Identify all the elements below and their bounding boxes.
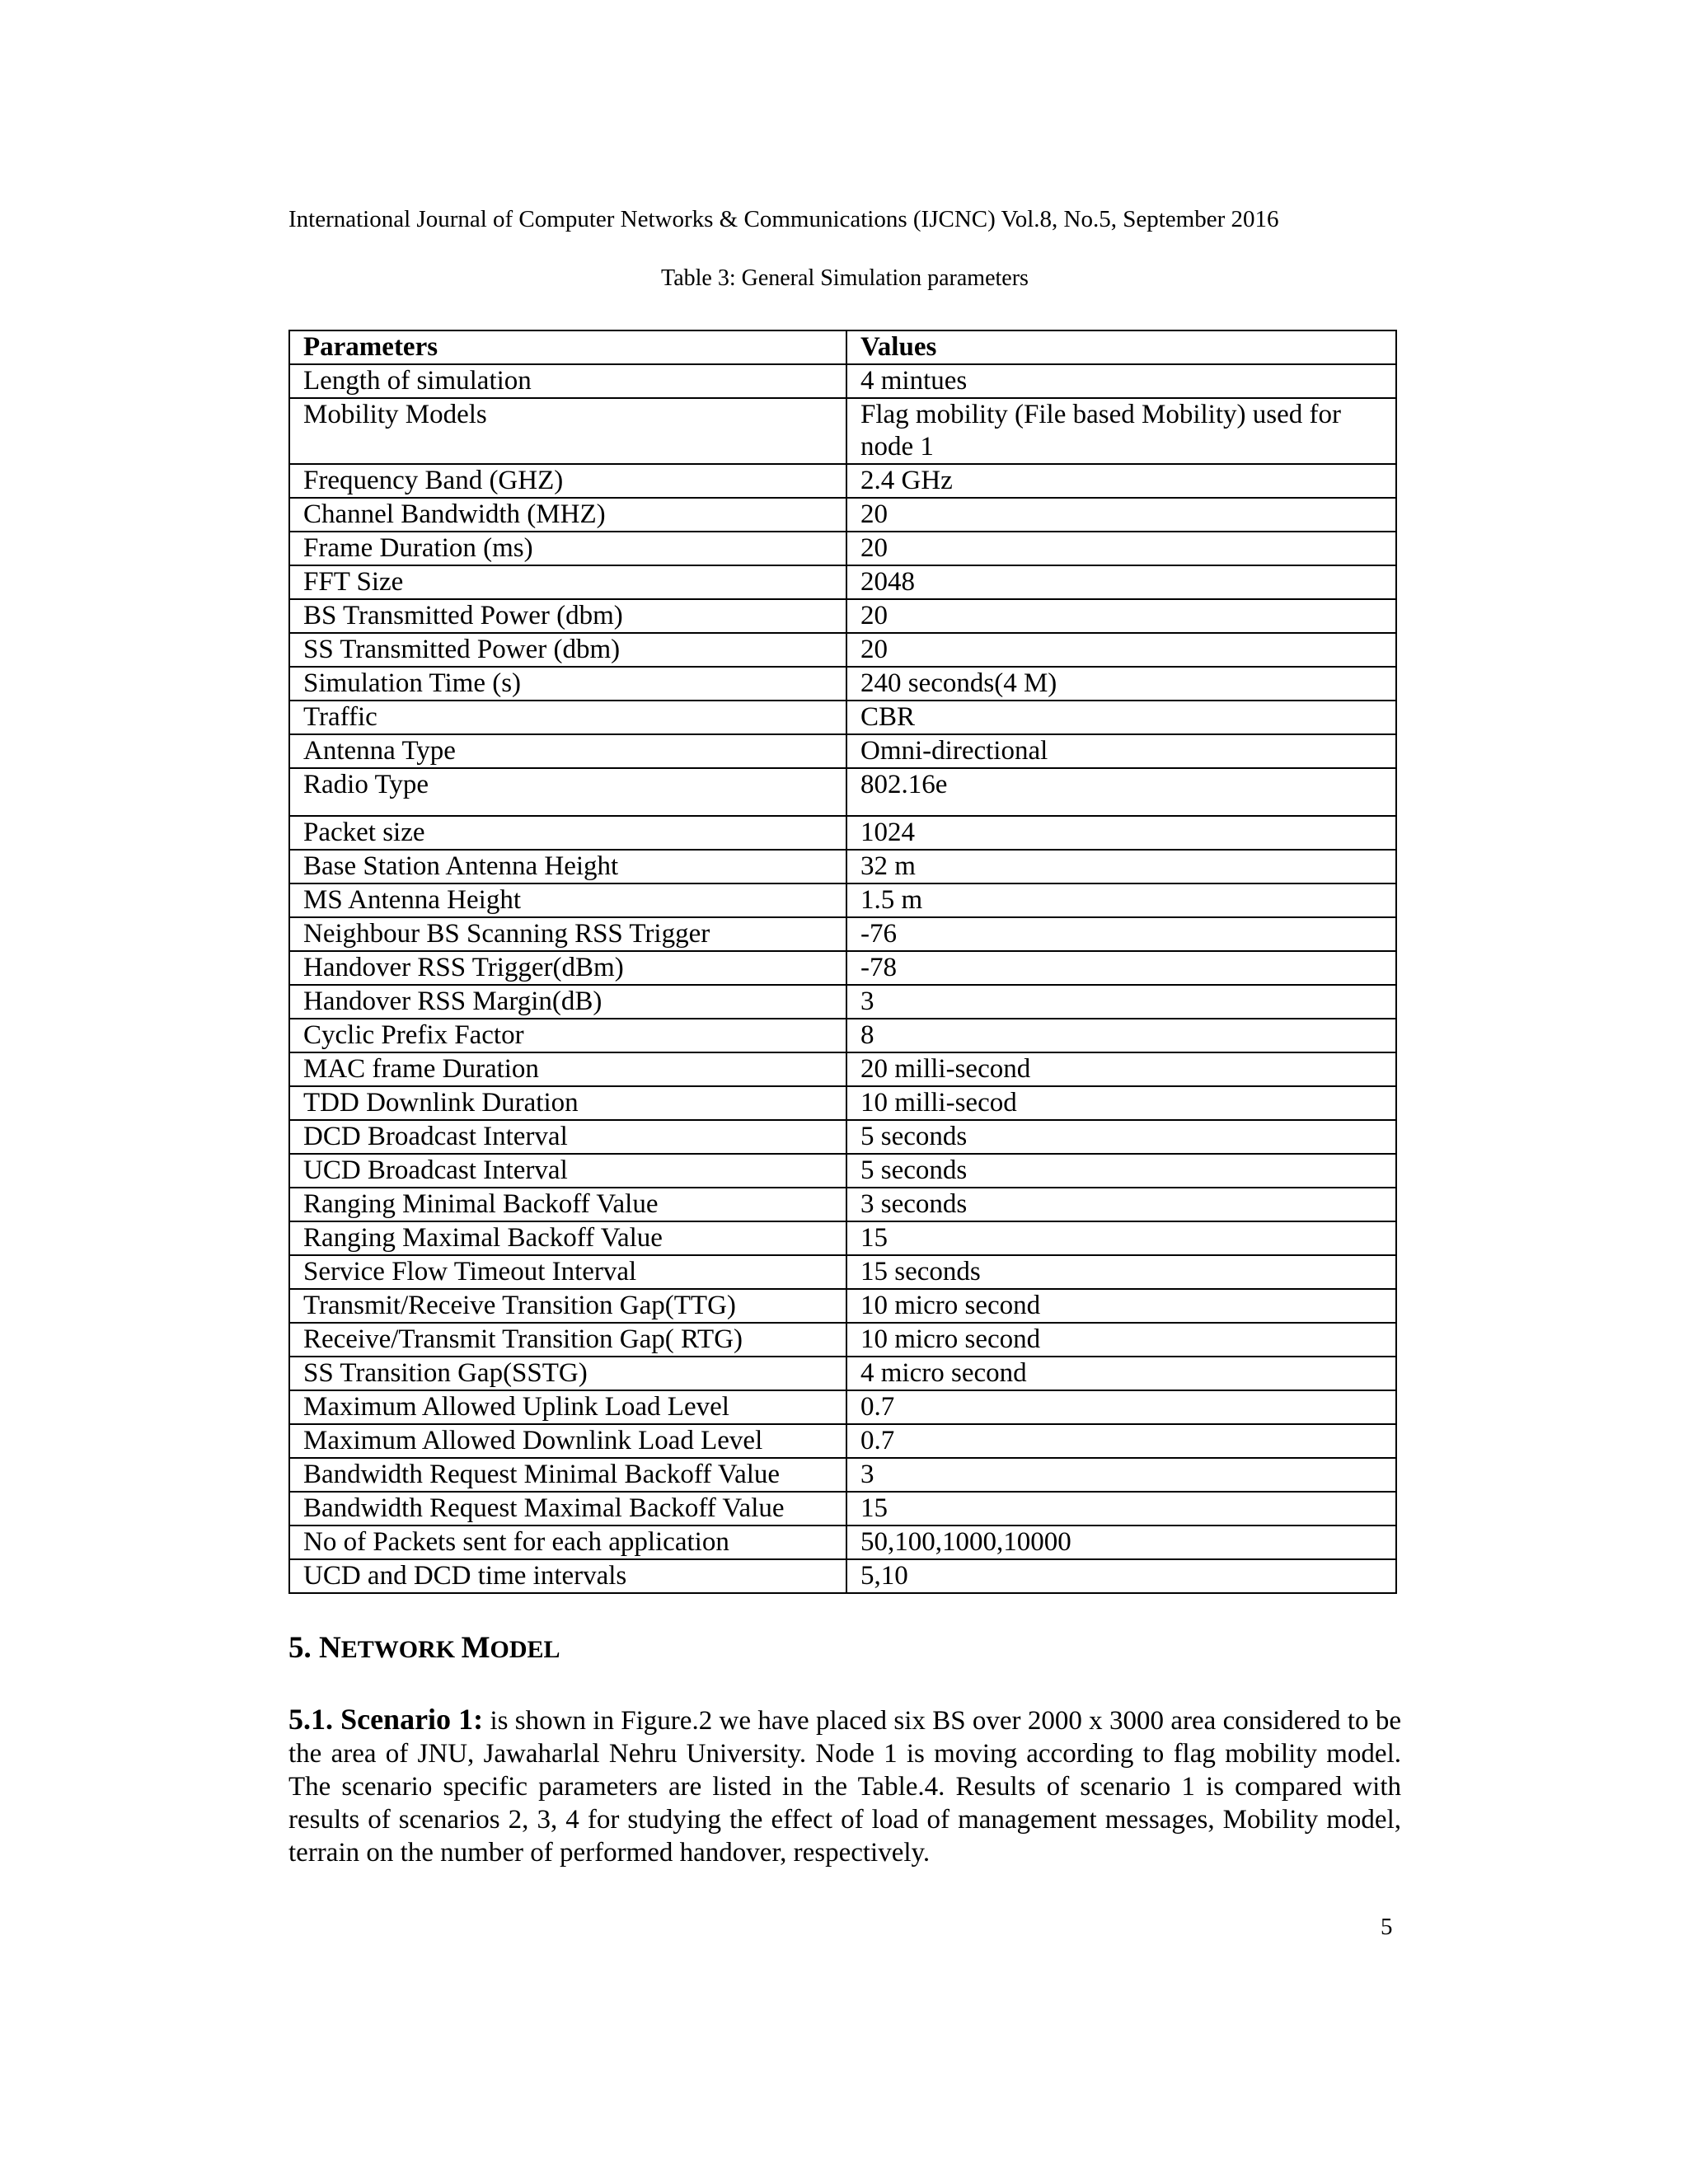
value-cell: 1024 xyxy=(846,816,1396,850)
table-row xyxy=(289,1424,1396,1458)
parameter-cell: Receive/Transmit Transition Gap( RTG) xyxy=(289,1323,846,1357)
table-row xyxy=(289,398,1396,464)
value-cell: 10 milli-secod xyxy=(846,1086,1396,1120)
parameter-cell: FFT Size xyxy=(289,565,846,599)
parameter-cell: Ranging Maximal Backoff Value xyxy=(289,1221,846,1255)
value-cell: 4 mintues xyxy=(846,364,1396,398)
table-row xyxy=(289,1019,1396,1052)
scenario-text: is shown in Figure.2 we have placed six BS over 2000 x 3000 area considered to be the area of JNU, Jawaharlal Nehru University. Node 1 is moving according to flag mobility model. The scenario specific parameters are listed in the Table.4. Results of scenario 1 is compared with results of scenarios 2, 3, 4 for studying the effect of load of management messages, Mobility model, terrain on the number of performed handover, respectively. xyxy=(288,1706,1402,1868)
parameter-cell: Base Station Antenna Height xyxy=(289,850,846,883)
table-row xyxy=(289,816,1396,850)
table-row xyxy=(289,1120,1396,1154)
table-row xyxy=(289,1052,1396,1086)
table-row xyxy=(289,1526,1396,1559)
column-header-values: Values xyxy=(846,330,1396,364)
table-row xyxy=(289,633,1396,667)
table-row xyxy=(289,1255,1396,1289)
simulation-parameters-table xyxy=(288,330,1397,1594)
value-cell: 4 micro second xyxy=(846,1357,1396,1390)
value-cell: CBR xyxy=(846,701,1396,734)
value-cell: 802.16e xyxy=(846,768,1396,816)
section-title-initial-2: M xyxy=(461,1631,490,1665)
value-cell: 3 xyxy=(846,1458,1396,1492)
table-body xyxy=(289,364,1396,1593)
table-header-row xyxy=(289,330,1396,364)
value-cell: Flag mobility (File based Mobility) used for node 1 xyxy=(846,398,1396,464)
column-header-parameters: Parameters xyxy=(289,330,846,364)
value-cell: 20 xyxy=(846,532,1396,565)
table-row xyxy=(289,917,1396,951)
table-row xyxy=(289,1086,1396,1120)
value-cell: 0.7 xyxy=(846,1424,1396,1458)
table-row xyxy=(289,599,1396,633)
section-title-rest-2: ODEL xyxy=(490,1636,560,1663)
table-row xyxy=(289,1458,1396,1492)
value-cell: 5 seconds xyxy=(846,1154,1396,1188)
value-cell: 1.5 m xyxy=(846,883,1396,917)
scenario-paragraph xyxy=(288,1703,1401,1869)
value-cell: 20 xyxy=(846,498,1396,532)
table-row xyxy=(289,985,1396,1019)
table-row xyxy=(289,1188,1396,1221)
parameter-cell: Packet size xyxy=(289,816,846,850)
table-row xyxy=(289,364,1396,398)
parameter-cell: UCD and DCD time intervals xyxy=(289,1559,846,1593)
table-row xyxy=(289,768,1396,816)
value-cell: 0.7 xyxy=(846,1390,1396,1424)
table-row xyxy=(289,951,1396,985)
value-cell: 20 milli-second xyxy=(846,1052,1396,1086)
parameter-cell: SS Transition Gap(SSTG) xyxy=(289,1357,846,1390)
parameter-cell: Maximum Allowed Uplink Load Level xyxy=(289,1390,846,1424)
value-cell: 240 seconds(4 M) xyxy=(846,667,1396,701)
parameter-cell: Channel Bandwidth (MHZ) xyxy=(289,498,846,532)
parameter-cell: Service Flow Timeout Interval xyxy=(289,1255,846,1289)
table-row xyxy=(289,1289,1396,1323)
value-cell: 20 xyxy=(846,633,1396,667)
parameter-cell: MS Antenna Height xyxy=(289,883,846,917)
value-cell: 3 seconds xyxy=(846,1188,1396,1221)
parameter-cell: Simulation Time (s) xyxy=(289,667,846,701)
value-cell: 8 xyxy=(846,1019,1396,1052)
value-cell: 32 m xyxy=(846,850,1396,883)
parameter-cell: Bandwidth Request Maximal Backoff Value xyxy=(289,1492,846,1526)
section-title-rest-1: ETWORK xyxy=(340,1636,462,1663)
parameter-cell: BS Transmitted Power (dbm) xyxy=(289,599,846,633)
running-header: International Journal of Computer Networks & Communications (IJCNC) Vol.8, No.5, September 2016 xyxy=(288,206,1279,232)
parameter-cell: DCD Broadcast Interval xyxy=(289,1120,846,1154)
parameter-cell: Ranging Minimal Backoff Value xyxy=(289,1188,846,1221)
parameter-cell: TDD Downlink Duration xyxy=(289,1086,846,1120)
section-title-initial-1: N xyxy=(319,1631,341,1665)
parameter-cell: Handover RSS Trigger(dBm) xyxy=(289,951,846,985)
table-row xyxy=(289,565,1396,599)
scenario-lead: 5.1. Scenario 1: xyxy=(288,1703,484,1736)
value-cell: 2.4 GHz xyxy=(846,464,1396,498)
table-row xyxy=(289,734,1396,768)
parameter-cell: Frequency Band (GHZ) xyxy=(289,464,846,498)
value-cell: 50,100,1000,10000 xyxy=(846,1526,1396,1559)
table-row xyxy=(289,883,1396,917)
section-number: 5. xyxy=(288,1631,312,1665)
table-row xyxy=(289,1492,1396,1526)
section-heading xyxy=(288,1630,560,1666)
table-row xyxy=(289,850,1396,883)
page-number: 5 xyxy=(1381,1914,1393,1940)
value-cell: Omni-directional xyxy=(846,734,1396,768)
table-row xyxy=(289,498,1396,532)
table-row xyxy=(289,1154,1396,1188)
parameter-cell: UCD Broadcast Interval xyxy=(289,1154,846,1188)
table-row xyxy=(289,701,1396,734)
parameter-cell: Cyclic Prefix Factor xyxy=(289,1019,846,1052)
value-cell: 10 micro second xyxy=(846,1289,1396,1323)
value-cell: 10 micro second xyxy=(846,1323,1396,1357)
parameter-cell: Bandwidth Request Minimal Backoff Value xyxy=(289,1458,846,1492)
parameter-cell: Length of simulation xyxy=(289,364,846,398)
table-row xyxy=(289,1559,1396,1593)
parameter-cell: Neighbour BS Scanning RSS Trigger xyxy=(289,917,846,951)
parameter-cell: MAC frame Duration xyxy=(289,1052,846,1086)
parameter-cell: Transmit/Receive Transition Gap(TTG) xyxy=(289,1289,846,1323)
value-cell: 5 seconds xyxy=(846,1120,1396,1154)
parameter-cell: Antenna Type xyxy=(289,734,846,768)
table-caption: Table 3: General Simulation parameters xyxy=(661,265,1029,291)
value-cell: -76 xyxy=(846,917,1396,951)
value-cell: 15 xyxy=(846,1221,1396,1255)
table-row xyxy=(289,1390,1396,1424)
parameter-cell: Handover RSS Margin(dB) xyxy=(289,985,846,1019)
parameter-cell: Frame Duration (ms) xyxy=(289,532,846,565)
value-cell: 5,10 xyxy=(846,1559,1396,1593)
parameter-cell: Radio Type xyxy=(289,768,846,816)
value-cell: 20 xyxy=(846,599,1396,633)
value-cell: 15 seconds xyxy=(846,1255,1396,1289)
table-row xyxy=(289,667,1396,701)
table-row xyxy=(289,1323,1396,1357)
table-row xyxy=(289,1221,1396,1255)
table-row xyxy=(289,532,1396,565)
parameter-cell: No of Packets sent for each application xyxy=(289,1526,846,1559)
table-row xyxy=(289,464,1396,498)
parameter-cell: SS Transmitted Power (dbm) xyxy=(289,633,846,667)
parameter-cell: Mobility Models xyxy=(289,398,846,464)
table-row xyxy=(289,1357,1396,1390)
parameter-cell: Maximum Allowed Downlink Load Level xyxy=(289,1424,846,1458)
parameter-cell: Traffic xyxy=(289,701,846,734)
value-cell: 2048 xyxy=(846,565,1396,599)
value-cell: -78 xyxy=(846,951,1396,985)
value-cell: 3 xyxy=(846,985,1396,1019)
value-cell: 15 xyxy=(846,1492,1396,1526)
